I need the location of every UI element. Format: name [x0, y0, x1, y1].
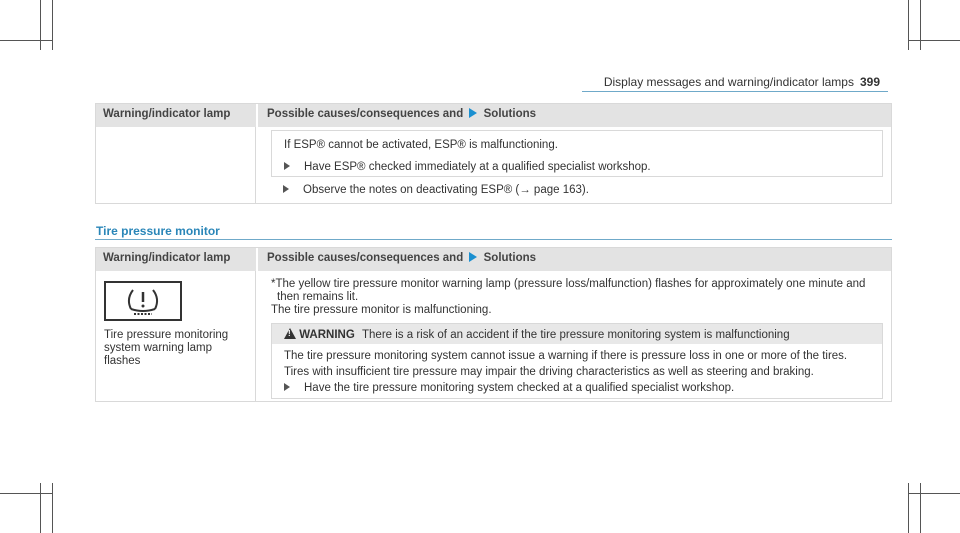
crop-mark — [40, 483, 41, 533]
esp-step-1: Have ESP® checked immediately at a qualified specialist workshop. — [304, 161, 651, 173]
crop-mark — [52, 0, 53, 50]
warning-body-1: The tire pressure monitoring system cannot issue a warning if there is pressure loss in one or more of the tires. — [284, 350, 848, 362]
crop-mark — [52, 483, 53, 533]
crop-mark — [40, 0, 41, 50]
lamp-label-2: system warning lamp — [104, 342, 213, 354]
crop-mark — [0, 493, 52, 494]
col-solutions-suffix: Solutions — [483, 108, 537, 120]
solutions-arrow-icon — [469, 252, 477, 262]
warning-box — [271, 323, 883, 399]
step-bullet-icon — [284, 383, 290, 391]
col-solutions-prefix: Possible causes/consequences and — [267, 108, 464, 120]
lamp-cell-empty — [96, 127, 256, 203]
col-solutions-prefix: Possible causes/consequences and — [267, 252, 464, 264]
warning-body-2: Tires with insufficient tire pressure may impair the driving characteristics as well as steering and braking. — [284, 366, 814, 378]
header-title: Display messages and warning/indicator lamps — [603, 75, 854, 89]
esp-table — [95, 103, 892, 204]
page-number: 399 — [859, 75, 880, 89]
solutions-cell — [256, 127, 891, 203]
desc-line-2: then remains lit. — [277, 291, 359, 303]
table-row — [96, 271, 891, 401]
col-lamp-header: Warning/indicator lamp — [103, 108, 231, 120]
step-bullet-icon — [284, 162, 290, 170]
header-rule — [582, 91, 888, 92]
section-rule — [95, 239, 892, 240]
tire-pressure-warning-icon — [104, 281, 182, 321]
desc-line-1: *The yellow tire pressure monitor warning lamp (pressure loss/malfunction) flashes for approximately one minute and — [271, 278, 866, 290]
crop-mark — [908, 0, 909, 50]
solutions-arrow-icon — [469, 108, 477, 118]
crop-mark — [908, 493, 960, 494]
table-row — [96, 127, 891, 203]
table-header — [96, 104, 891, 127]
esp-cause: If ESP® cannot be activated, ESP® is malfunctioning. — [284, 139, 558, 151]
warning-step: Have the tire pressure monitoring system checked at a qualified specialist workshop. — [304, 382, 735, 394]
warning-step-row — [284, 382, 734, 394]
desc-line-3: The tire pressure monitor is malfunctioning. — [271, 304, 492, 316]
section-title: Tire pressure monitor — [96, 224, 220, 238]
esp-step-2: Observe the notes on deactivating ESP® (→ page 163). — [303, 184, 589, 196]
col-solutions-suffix: Solutions — [483, 252, 537, 264]
crop-mark — [0, 40, 52, 41]
crop-mark — [908, 483, 909, 533]
crop-mark — [920, 483, 921, 533]
step-bullet-icon — [283, 185, 289, 193]
esp-step-2-row — [283, 184, 589, 196]
warning-word: WARNING — [299, 329, 355, 341]
col-solutions-header — [256, 104, 891, 127]
col-solutions-header — [256, 248, 891, 271]
lamp-cell — [96, 271, 256, 401]
table-header — [96, 248, 891, 271]
warning-text: There is a risk of an accident if the tire pressure monitoring system is malfunctioning — [362, 329, 790, 341]
crop-mark — [920, 0, 921, 50]
tire-pressure-table — [95, 247, 892, 402]
lamp-label-3: flashes — [104, 355, 141, 367]
lamp-label-1: Tire pressure monitoring — [104, 329, 229, 341]
esp-step-1-row — [284, 161, 651, 173]
col-lamp-header: Warning/indicator lamp — [103, 252, 231, 264]
running-header — [604, 75, 880, 89]
warning-title — [284, 328, 790, 341]
crop-mark — [908, 40, 960, 41]
solutions-cell — [256, 271, 891, 401]
warning-triangle-icon — [284, 328, 296, 339]
esp-cause-box — [271, 130, 883, 177]
